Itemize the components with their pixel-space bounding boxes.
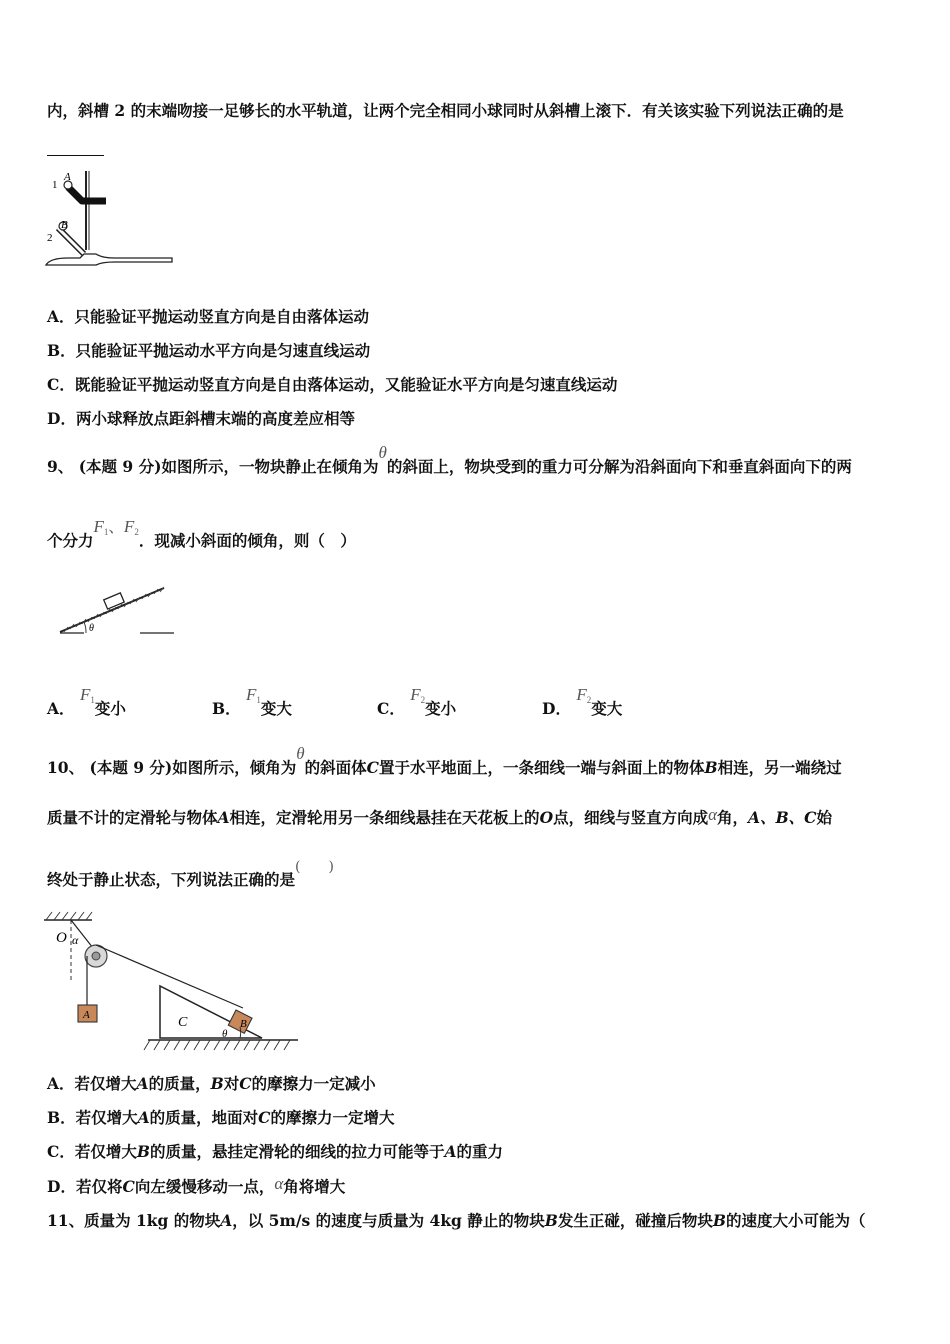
fig-label-a: A [64, 171, 71, 183]
q8-option-b[interactable]: B．只能验证平抛运动水平方向是匀速直线运动 [47, 341, 371, 360]
fig-theta-label: θ [89, 623, 94, 634]
q10-figure-pulley-incline [44, 910, 304, 1056]
f2-symbol: $F_2$ [123, 517, 139, 537]
fig-label-1: 1 [52, 179, 58, 191]
q8-option-a[interactable]: A．只能验证平抛运动竖直方向是自由落体运动 [47, 307, 370, 326]
fig-label-2: 2 [47, 232, 53, 244]
f1-symbol: $F_1$ [93, 517, 109, 537]
q10-stem-line3: 终处于静止状态，下列说法正确的是( ) [47, 859, 334, 889]
q9-stem-line1: 9、 (本题 9 分)如图所示，一物块静止在倾角为θ的斜面上，物块受到的重力可分解为沿斜面向下和垂直斜面向下的两 [47, 443, 852, 476]
q10-option-b[interactable]: B．若仅增大A的质量，地面对C的摩擦力一定增大 [47, 1108, 395, 1127]
q8-stem: 内，斜槽 2 的末端吻接一足够长的水平轨道，让两个完全相同小球同时从斜槽上滚下．有关该实验下列说法正确的是 [47, 101, 844, 120]
q11-stem: 11、质量为 1kg 的物块A，以 5m/s 的速度与质量为 4kg 静止的物块B发生正碰，碰撞后物块B的速度大小可能为（ [47, 1211, 866, 1230]
fig-label-alpha: α [72, 933, 79, 947]
answer-blank [47, 155, 104, 156]
q9-option-d[interactable]: D． $F_2$变大 [542, 685, 623, 718]
q9-option-a[interactable]: A． $F_1$变小 [47, 685, 126, 718]
q10-option-d[interactable]: D．若仅将C向左缓慢移动一点，α角将增大 [47, 1174, 346, 1196]
fig-label-b: B [240, 1018, 247, 1030]
q8-option-d[interactable]: D．两小球释放点距斜槽末端的高度差应相等 [47, 409, 355, 428]
fig-label-o: O [56, 930, 67, 946]
fig-label-c: C [178, 1015, 188, 1030]
q10-option-a[interactable]: A．若仅增大A的质量，B对C的摩擦力一定减小 [47, 1074, 376, 1093]
q10-stem-line2: 质量不计的定滑轮与物体A相连，定滑轮用另一条细线悬挂在天花板上的O点，细线与竖直方向成α角，A、B、C始 [47, 805, 833, 827]
theta-symbol: θ [378, 443, 387, 462]
q10-stem-line1: 10、 (本题 9 分)如图所示，倾角为θ的斜面体C置于水平地面上，一条细线一端与斜面上的物体B相连，另一端绕过 [47, 744, 842, 777]
q8-option-c[interactable]: C．既能验证平抛运动竖直方向是自由落体运动，又能验证水平方向是匀速直线运动 [47, 375, 618, 394]
fig-label-a: A [83, 1009, 90, 1021]
q10-option-c[interactable]: C．若仅增大B的质量，悬挂定滑轮的细线的拉力可能等于A的重力 [47, 1142, 504, 1161]
q9-option-b[interactable]: B． $F_1$变大 [212, 685, 292, 718]
fig-label-b: B [61, 219, 68, 231]
q9-figure-incline [56, 580, 178, 640]
fig-label-theta: θ [222, 1028, 228, 1040]
q9-stem-line2: 个分力$F_1$、$F_2$．现减小斜面的倾角，则（ ） [47, 517, 356, 550]
q8-figure-chute-apparatus [44, 168, 176, 276]
q9-option-c[interactable]: C． $F_2$变小 [377, 685, 457, 718]
